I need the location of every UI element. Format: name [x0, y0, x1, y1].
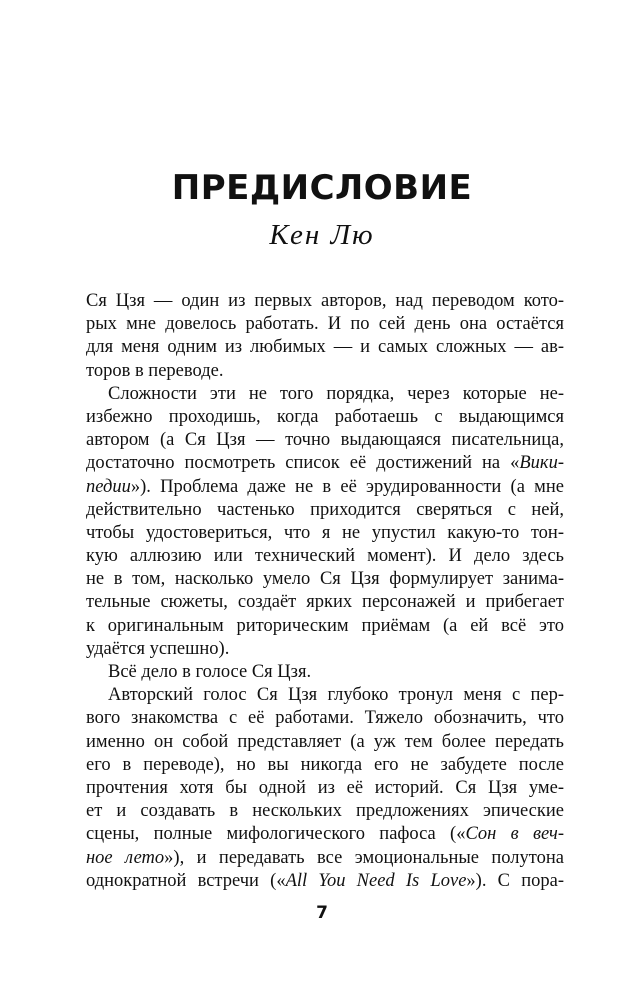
- text-line: прочтения хотя бы одной из её историй. Ся Цзя уме-: [86, 777, 564, 798]
- text-line: сцены, полные мифологического пафоса («Сон в веч-: [86, 824, 564, 845]
- text-line: Ся Цзя — один из первых авторов, над переводом кото-: [86, 291, 564, 311]
- text-line: Всё дело в голосе Ся Цзя.: [108, 662, 312, 682]
- text-line: ет и создавать в нескольких предложениях эпические: [86, 801, 564, 822]
- text-line: кую аллюзию или технический момент). И дело здесь: [86, 546, 564, 567]
- text-line: его в переводе), но вы никогда его не забудете после: [86, 754, 564, 775]
- text-line: удаётся успешно).: [86, 638, 230, 659]
- text-line: к оригинальным риторическим приёмам (а ей всё это: [86, 615, 564, 636]
- text-line: ное лето»), и передавать все эмоциональные полутона: [86, 847, 564, 868]
- author-name: Кен Лю: [269, 219, 375, 251]
- text-line: автором (а Ся Цзя — точно выдающаяся писательница,: [86, 430, 564, 451]
- text-line: чтобы удостовериться, что я не упустил какую-то тон-: [86, 522, 564, 543]
- text-line: рых мне довелось работать. И по сей день она остаётся: [86, 314, 564, 335]
- text-line: не в том, насколько умело Ся Цзя формулирует занима-: [86, 569, 564, 590]
- text-line: избежно проходишь, когда работаешь с выдающимся: [86, 406, 564, 427]
- text-line: именно он собой представляет (а уж тем более передать: [86, 731, 564, 752]
- text-line: для меня одним из любимых — и самых сложных — ав-: [86, 337, 564, 358]
- text-line: вого знакомства с её работами. Тяжело обозначить, что: [86, 708, 564, 729]
- text-line: педии»). Проблема даже не в её эрудированности (а мне: [86, 476, 564, 497]
- chapter-title: ПРЕДИСЛОВИЕ: [171, 168, 473, 208]
- page-number: 7: [316, 903, 328, 923]
- text-line: торов в переводе.: [86, 360, 224, 381]
- text-line: тельные сюжеты, создаёт ярких персонажей и прибегает: [86, 592, 564, 613]
- text-line: Сложности эти не того порядка, через которые не-: [108, 383, 564, 404]
- body-text: [86, 290, 564, 893]
- text-line: достаточно посмотреть список её достижений на «Вики-: [86, 453, 564, 474]
- text-line: Авторский голос Ся Цзя глубоко тронул меня с пер-: [108, 685, 564, 706]
- text-line: действительно частенько приходится сверяться с ней,: [86, 499, 564, 520]
- text-line: однократной встречи («All You Need Is Love»). С пора-: [86, 870, 564, 891]
